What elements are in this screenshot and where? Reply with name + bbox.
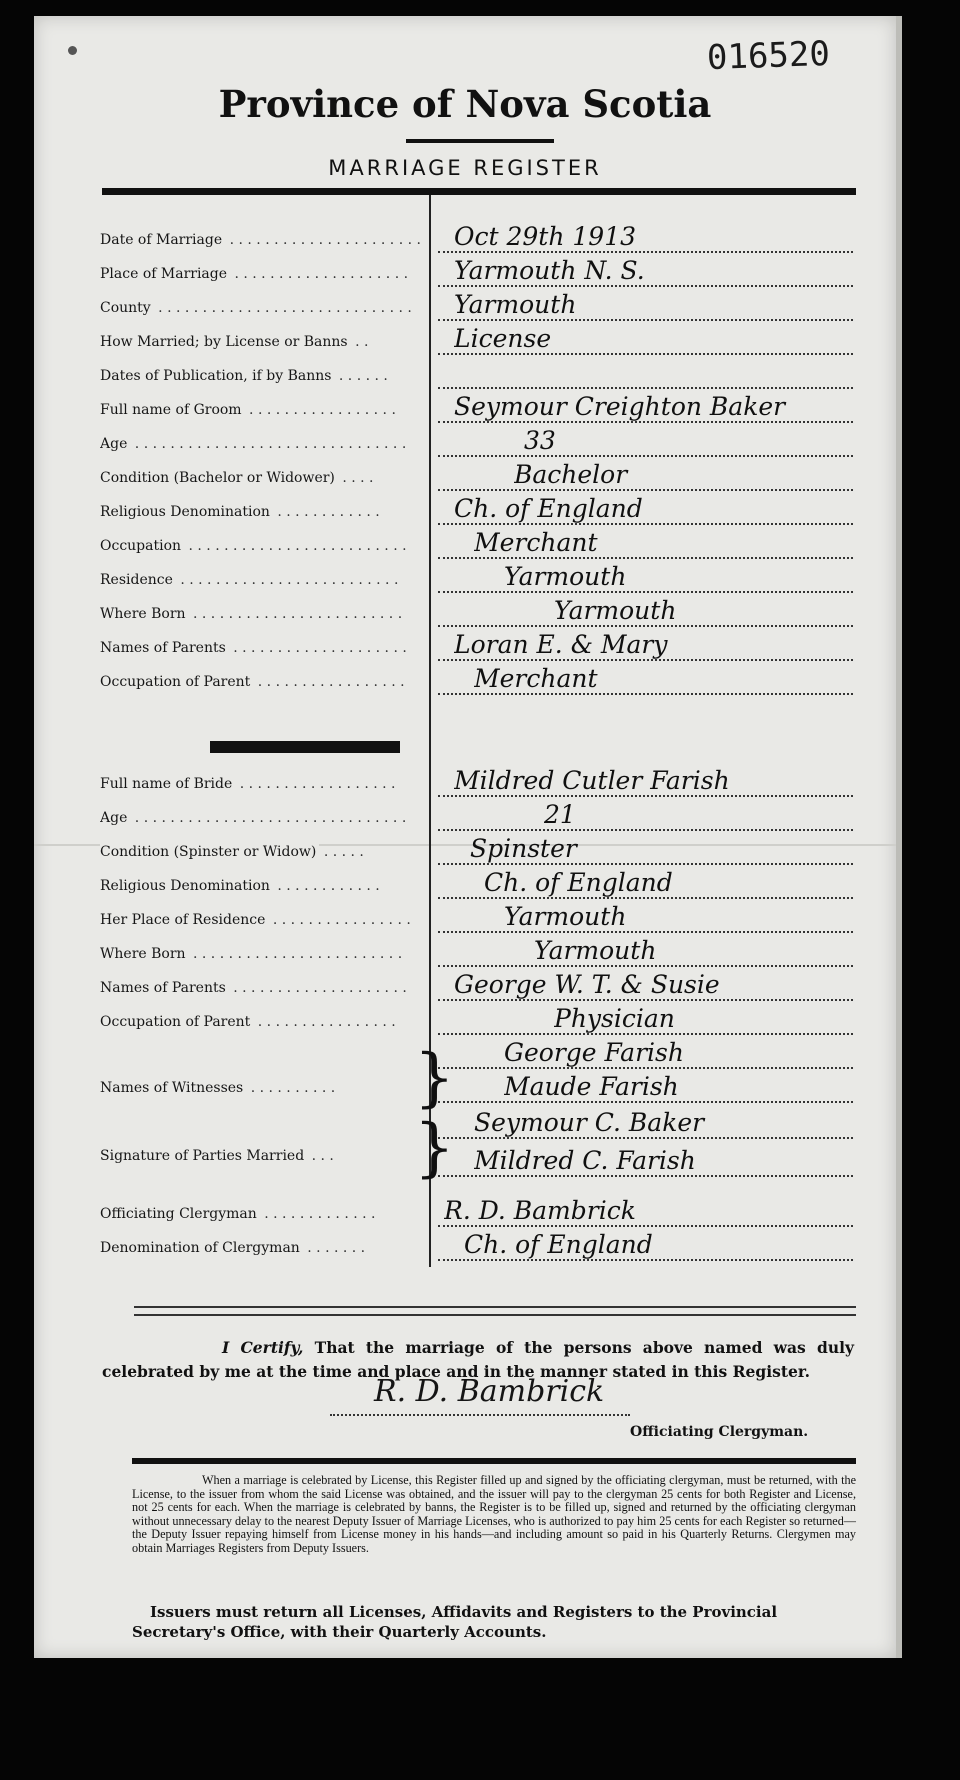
field-value: Yarmouth: [504, 902, 627, 931]
document-number: 016520: [706, 33, 831, 79]
field-label: Denomination of Clergyman . . . . . . . . . .: [100, 1240, 422, 1256]
page-subtitle: MARRIAGE REGISTER: [328, 156, 602, 180]
field-dotted-line: [438, 489, 853, 491]
signature-label: Officiating Clergyman.: [630, 1424, 809, 1440]
signatures-brace: }: [414, 1111, 455, 1185]
field-dotted-line: [438, 523, 853, 525]
field-bride-parent-occupation: [34, 1004, 896, 1036]
field-value: 21: [544, 800, 576, 829]
field-groom-parent-occupation: [34, 664, 896, 696]
field-label: Residence . . . . . . . . . . . . . . . . . . . . . . . . . . . .: [100, 572, 422, 588]
field-value: George W. T. & Susie: [454, 970, 720, 999]
field-dotted-line: [438, 863, 853, 865]
witness-line-1: [34, 1038, 896, 1070]
footer-rule: [132, 1458, 856, 1464]
field-dotted-line: [438, 1175, 853, 1177]
field-label: Where Born . . . . . . . . . . . . . . . . . . . . . . . . . . .: [100, 606, 422, 622]
field-label: Full name of Bride . . . . . . . . . . . . . . . . . . . . .: [100, 776, 422, 792]
field-value: License: [454, 324, 552, 353]
field-label: Occupation . . . . . . . . . . . . . . . . . . . . . . . . . . . .: [100, 538, 422, 554]
field-label: Occupation of Parent . . . . . . . . . . . . . . . . . . .: [100, 1014, 422, 1030]
field-dotted-line: [438, 421, 853, 423]
field-value: Maude Farish: [504, 1072, 679, 1101]
signature-line-1: [34, 1108, 896, 1140]
field-officiating-clergyman: [34, 1196, 896, 1228]
field-dotted-line: [438, 795, 853, 797]
field-value: Ch. of England: [454, 494, 643, 523]
field-dotted-line: [438, 659, 853, 661]
field-value: Yarmouth: [504, 562, 627, 591]
field-value: Yarmouth: [454, 290, 577, 319]
field-label: Dates of Publication, if by Banns . . . . . . . . .: [100, 368, 422, 384]
field-dotted-line: [438, 455, 853, 457]
header-rule: [102, 188, 856, 195]
field-value: Spinster: [470, 834, 577, 863]
field-label: Age . . . . . . . . . . . . . . . . . . . . . . . . . . . . . . . . . .: [100, 436, 422, 452]
signature-line-2: [34, 1146, 896, 1178]
field-dotted-line: [438, 1225, 853, 1227]
field-dotted-line: [438, 285, 853, 287]
field-bride-birthplace: [34, 936, 896, 968]
field-value: Merchant: [474, 528, 598, 557]
field-groom-religion: [34, 494, 896, 526]
field-label: Names of Witnesses . . . . . . . . . . . . .: [100, 1080, 422, 1096]
field-label: Names of Parents . . . . . . . . . . . . . . . . . . . . . . .: [100, 640, 422, 656]
field-value: Seymour C. Baker: [474, 1108, 705, 1137]
field-value: Bachelor: [514, 460, 628, 489]
page-title: Province of Nova Scotia: [218, 82, 712, 126]
field-label: Date of Marriage . . . . . . . . . . . . . . . . . . . . . . . . .: [100, 232, 422, 248]
field-groom-parents: [34, 630, 896, 662]
register-form: [34, 16, 902, 1658]
field-label: Where Born . . . . . . . . . . . . . . . . . . . . . . . . . . .: [100, 946, 422, 962]
field-dotted-line: [438, 1101, 853, 1103]
field-dotted-line: [438, 999, 853, 1001]
field-dotted-line: [438, 625, 853, 627]
field-value: Mildred Cutler Farish: [454, 766, 730, 795]
field-dotted-line: [438, 319, 853, 321]
field-bride-name: [34, 766, 896, 798]
field-value: Mildred C. Farish: [474, 1146, 696, 1175]
field-bride-residence: [34, 902, 896, 934]
field-groom-occupation: [34, 528, 896, 560]
section-separator-bar: [210, 741, 400, 753]
witness-line-2: [34, 1072, 896, 1104]
field-dotted-line: [438, 353, 853, 355]
field-dotted-line: [438, 1259, 853, 1261]
field-date-of-marriage: [34, 222, 896, 254]
field-dates-of-publication: [34, 366, 896, 390]
field-dotted-line: [438, 557, 853, 559]
field-label: Place of Marriage . . . . . . . . . . . . . . . . . . . . . . .: [100, 266, 422, 282]
field-bride-religion: [34, 868, 896, 900]
field-county: [34, 290, 896, 322]
certify-rule-top: [134, 1306, 856, 1308]
field-label: Full name of Groom . . . . . . . . . . . . . . . . . . . .: [100, 402, 422, 418]
field-dotted-line: [438, 693, 853, 695]
certify-lead: I Certify,: [222, 1338, 304, 1357]
field-groom-condition: [34, 460, 896, 492]
witnesses-brace: }: [414, 1041, 455, 1115]
field-dotted-line: [438, 387, 853, 389]
field-value: Yarmouth: [534, 936, 657, 965]
signature-dotted-line: [330, 1414, 630, 1416]
field-value: R. D. Bambrick: [444, 1196, 636, 1225]
field-place-of-marriage: [34, 256, 896, 288]
field-label: Religious Denomination . . . . . . . . . . . . . . .: [100, 878, 422, 894]
certify-rule-bottom: [134, 1314, 856, 1316]
field-label: Age . . . . . . . . . . . . . . . . . . . . . . . . . . . . . . . . . .: [100, 810, 422, 826]
field-value: George Farish: [504, 1038, 684, 1067]
field-dotted-line: [438, 1033, 853, 1035]
field-dotted-line: [438, 1137, 853, 1139]
field-value: Oct 29th 1913: [454, 222, 637, 251]
field-label: Her Place of Residence . . . . . . . . . . . . . . . . . . .: [100, 912, 422, 928]
field-dotted-line: [438, 897, 853, 899]
return-notice: Issuers must return all Licenses, Affidavits and Registers to the Provincial Secretary's Office, with their Quarterly Accounts.: [132, 1603, 778, 1641]
clergyman-signature: R. D. Bambrick: [374, 1374, 605, 1409]
field-groom-birthplace: [34, 596, 896, 628]
field-dotted-line: [438, 931, 853, 933]
certify-text: That the marriage of the persons above named was duly celebrated by me at the time and place and in the manner stated in this Register.: [102, 1338, 854, 1381]
field-dotted-line: [438, 965, 853, 967]
field-groom-residence: [34, 562, 896, 594]
field-label: Signature of Parties Married . . . . . .: [100, 1148, 422, 1164]
instructions-text: When a marriage is celebrated by License, this Register filled up and signed by the officiating clergyman, must be returned, with the License, to the issuer from whom the said License was obtained, and the issuer will pay to the clergyman 25 cents for both Register and License, not 25 cents for each. When the marriage is celebrated by banns, the Register is to be filled up, signed and returned by the officiating clergyman without unnecessary delay to the nearest Deputy Issuer of Marriage Licenses, who is authorized to pay him 25 cents for each Register so returned—the Deputy Issuer repaying himself from License money in his hands—and including amount so paid in his Quarterly Returns. Clergymen may obtain Marriages Registers from Deputy Issuers.: [132, 1473, 856, 1555]
field-groom-age: [34, 426, 896, 458]
field-bride-parents: [34, 970, 896, 1002]
field-value: Yarmouth N. S.: [454, 256, 645, 285]
field-label: County . . . . . . . . . . . . . . . . . . . . . . . . . . . . . . . .: [100, 300, 422, 316]
field-dotted-line: [438, 251, 853, 253]
field-value: 33: [524, 426, 556, 455]
field-label: Condition (Bachelor or Widower) . . . . . . .: [100, 470, 422, 486]
field-label: Religious Denomination . . . . . . . . . . . . . . .: [100, 504, 422, 520]
field-label: Occupation of Parent . . . . . . . . . . . . . . . . . . . .: [100, 674, 422, 690]
field-dotted-line: [438, 829, 853, 831]
field-label: Names of Parents . . . . . . . . . . . . . . . . . . . . . . .: [100, 980, 422, 996]
field-value: Physician: [554, 1004, 675, 1033]
field-value: Loran E. & Mary: [454, 630, 668, 659]
field-label: Condition (Spinster or Widow) . . . . . . . .: [100, 844, 422, 860]
field-value: Ch. of England: [484, 868, 673, 897]
field-how-married: [34, 324, 896, 356]
punch-hole: [68, 46, 77, 55]
field-label: Officiating Clergyman . . . . . . . . . . . . . . . .: [100, 1206, 422, 1222]
field-value: Seymour Creighton Baker: [454, 392, 786, 421]
field-value: Merchant: [474, 664, 598, 693]
field-value: Yarmouth: [554, 596, 677, 625]
field-dotted-line: [438, 591, 853, 593]
field-groom-name: [34, 392, 896, 424]
field-bride-condition: [34, 834, 896, 866]
title-underline: [406, 139, 554, 143]
field-value: Ch. of England: [464, 1230, 653, 1259]
field-clergy-denomination: [34, 1230, 896, 1262]
field-label: How Married; by License or Banns . . . . .: [100, 334, 422, 350]
field-bride-age: [34, 800, 896, 832]
field-dotted-line: [438, 1067, 853, 1069]
